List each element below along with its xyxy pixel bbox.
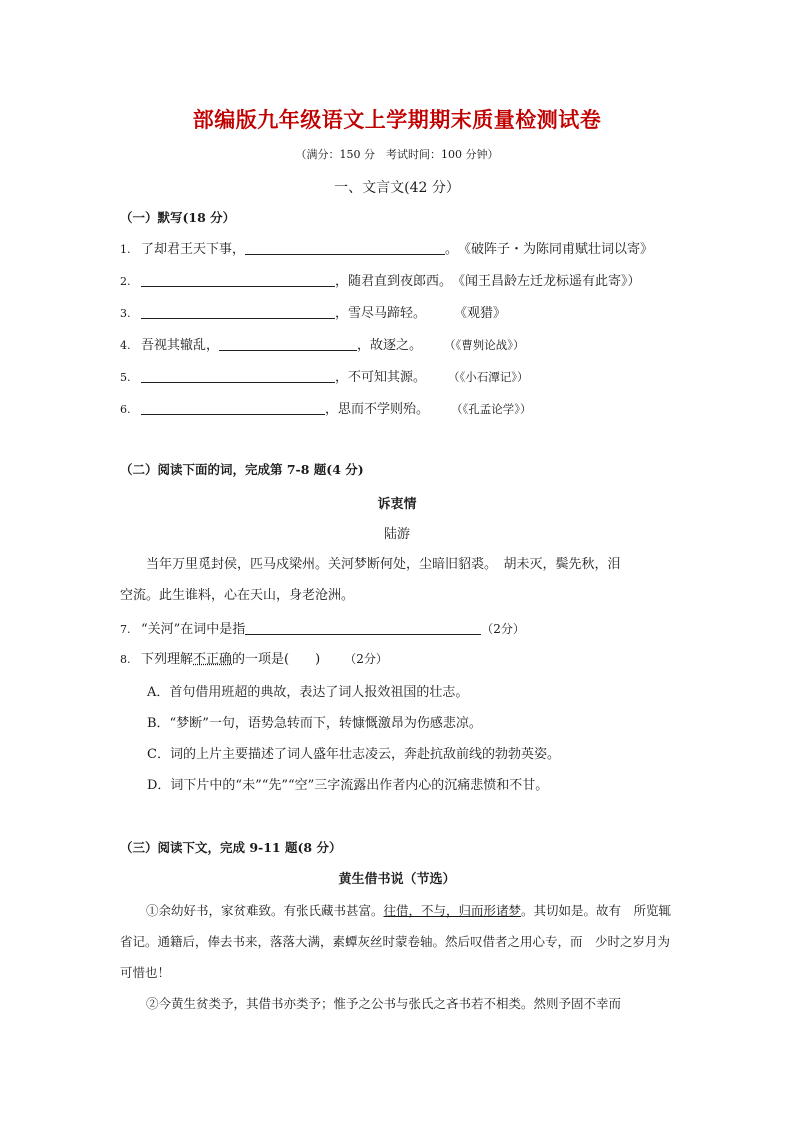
score-label: （2分） bbox=[481, 622, 525, 636]
question-text: 吾视其辙乱， bbox=[141, 338, 220, 353]
question-number: 2. bbox=[120, 275, 131, 288]
question-text: ，雪尽马蹄轻。 bbox=[335, 306, 427, 321]
question-text: 下列理解 bbox=[141, 652, 194, 667]
answer-blank[interactable] bbox=[245, 620, 481, 635]
question-number: 3. bbox=[120, 307, 131, 320]
answer-blank[interactable] bbox=[245, 240, 445, 255]
exam-info: （满分：150 分 考试时间：100 分钟） bbox=[295, 148, 499, 161]
poem-title: 诉衷情 bbox=[377, 497, 417, 512]
source-title: （《小石潭记》） bbox=[448, 370, 529, 384]
question-7 bbox=[120, 618, 525, 637]
source-title: （《孔孟论学》） bbox=[451, 402, 532, 416]
option-b: B．“梦断”一句，语势急转而下，转慷慨激昂为伤感悲凉。 bbox=[147, 716, 482, 731]
question-number: 8. bbox=[120, 653, 131, 666]
article-paragraph-1 bbox=[120, 895, 680, 988]
question-text: 了却君王天下事， bbox=[141, 242, 246, 257]
page-title: 部编版九年级语文上学期期末质量检测试卷 bbox=[192, 108, 602, 132]
question-3 bbox=[120, 302, 506, 321]
question-number: 1. bbox=[120, 243, 131, 256]
article-title: 黄生借书说（节选） bbox=[338, 872, 456, 887]
question-number: 4. bbox=[120, 339, 131, 352]
answer-blank[interactable] bbox=[141, 304, 335, 319]
poem-author: 陆游 bbox=[383, 527, 410, 542]
option-c: C．词的上片主要描述了词人盛年壮志凌云，奔赴抗敌前线的勃勃英姿。 bbox=[147, 747, 560, 762]
score-label: （2分） bbox=[344, 652, 388, 666]
answer-blank[interactable] bbox=[141, 272, 335, 287]
source-title: （《曹刿论战》） bbox=[444, 338, 525, 352]
poem-line: 空流。此生谁料，心在天山，身老沧洲。 bbox=[120, 588, 355, 603]
question-text: 。 bbox=[445, 242, 459, 257]
option-d: D．词下片中的“未”“先”“空”三字流露出作者内心的沉痛悲愤和不甘。 bbox=[147, 778, 549, 793]
underlined-sentence: 往借，不与，归而形诸梦 bbox=[383, 903, 522, 918]
article-text: ①余幼好书，家贫难致。有张氏藏书甚富。 bbox=[146, 903, 384, 918]
poem-body bbox=[120, 549, 680, 611]
option-a: A．首句借用班超的典故，表达了词人报效祖国的壮志。 bbox=[147, 685, 469, 700]
section-heading-prose: （三）阅读下文，完成 9-11 题(8 分） bbox=[120, 840, 342, 855]
question-number: 5. bbox=[120, 371, 131, 384]
source-title: 《闻王昌龄左迁龙标遥有此寄》） bbox=[452, 274, 641, 289]
section-heading-dictation: （一）默写(18 分） bbox=[120, 210, 236, 225]
question-8 bbox=[120, 648, 388, 667]
question-text: ，随君直到夜郎西。 bbox=[335, 274, 453, 289]
question-5 bbox=[120, 366, 529, 385]
answer-blank[interactable] bbox=[141, 368, 335, 383]
question-2 bbox=[120, 270, 641, 289]
section-heading-poem: （二）阅读下面的词，完成第 7-8 题(4 分) bbox=[120, 462, 364, 477]
question-number: 7. bbox=[120, 623, 131, 636]
question-4 bbox=[120, 334, 525, 353]
question-text: ，不可知其源。 bbox=[335, 370, 427, 385]
question-text: 的一项是( ) bbox=[232, 652, 321, 667]
emphasis-text: 不正确 bbox=[193, 652, 233, 667]
article-paragraph-2: ②今黄生贫类予，其借书亦类予；惟予之公书与张氏之吝书若不相类。然则予固不幸而 bbox=[146, 996, 622, 1011]
article-text: 。其切如是。故有 所览辄省记。通籍后，俸去书来，落落大满，素蟫灰丝时蒙卷轴。然后叹借者之用心专，而 少时之岁月为可惜也！ bbox=[120, 903, 672, 980]
answer-blank[interactable] bbox=[141, 400, 325, 415]
question-text: “关河”在词中是指 bbox=[141, 622, 246, 637]
question-text: ，思而不学则殆。 bbox=[325, 402, 430, 417]
part-heading: 一、文言文(42 分） bbox=[334, 180, 460, 196]
source-title: 《破阵子・为陈同甫赋壮词以寄》 bbox=[458, 242, 654, 257]
question-text: ，故逐之。 bbox=[357, 338, 423, 353]
source-title: 《观猎》 bbox=[454, 306, 507, 321]
poem-line: 当年万里觅封侯，匹马戍梁州。关河梦断何处，尘暗旧貂裘。 胡未灭，鬓先秋，泪 bbox=[146, 557, 621, 572]
question-6 bbox=[120, 398, 532, 417]
answer-blank[interactable] bbox=[219, 336, 357, 351]
question-1 bbox=[120, 238, 653, 257]
question-number: 6. bbox=[120, 403, 131, 416]
